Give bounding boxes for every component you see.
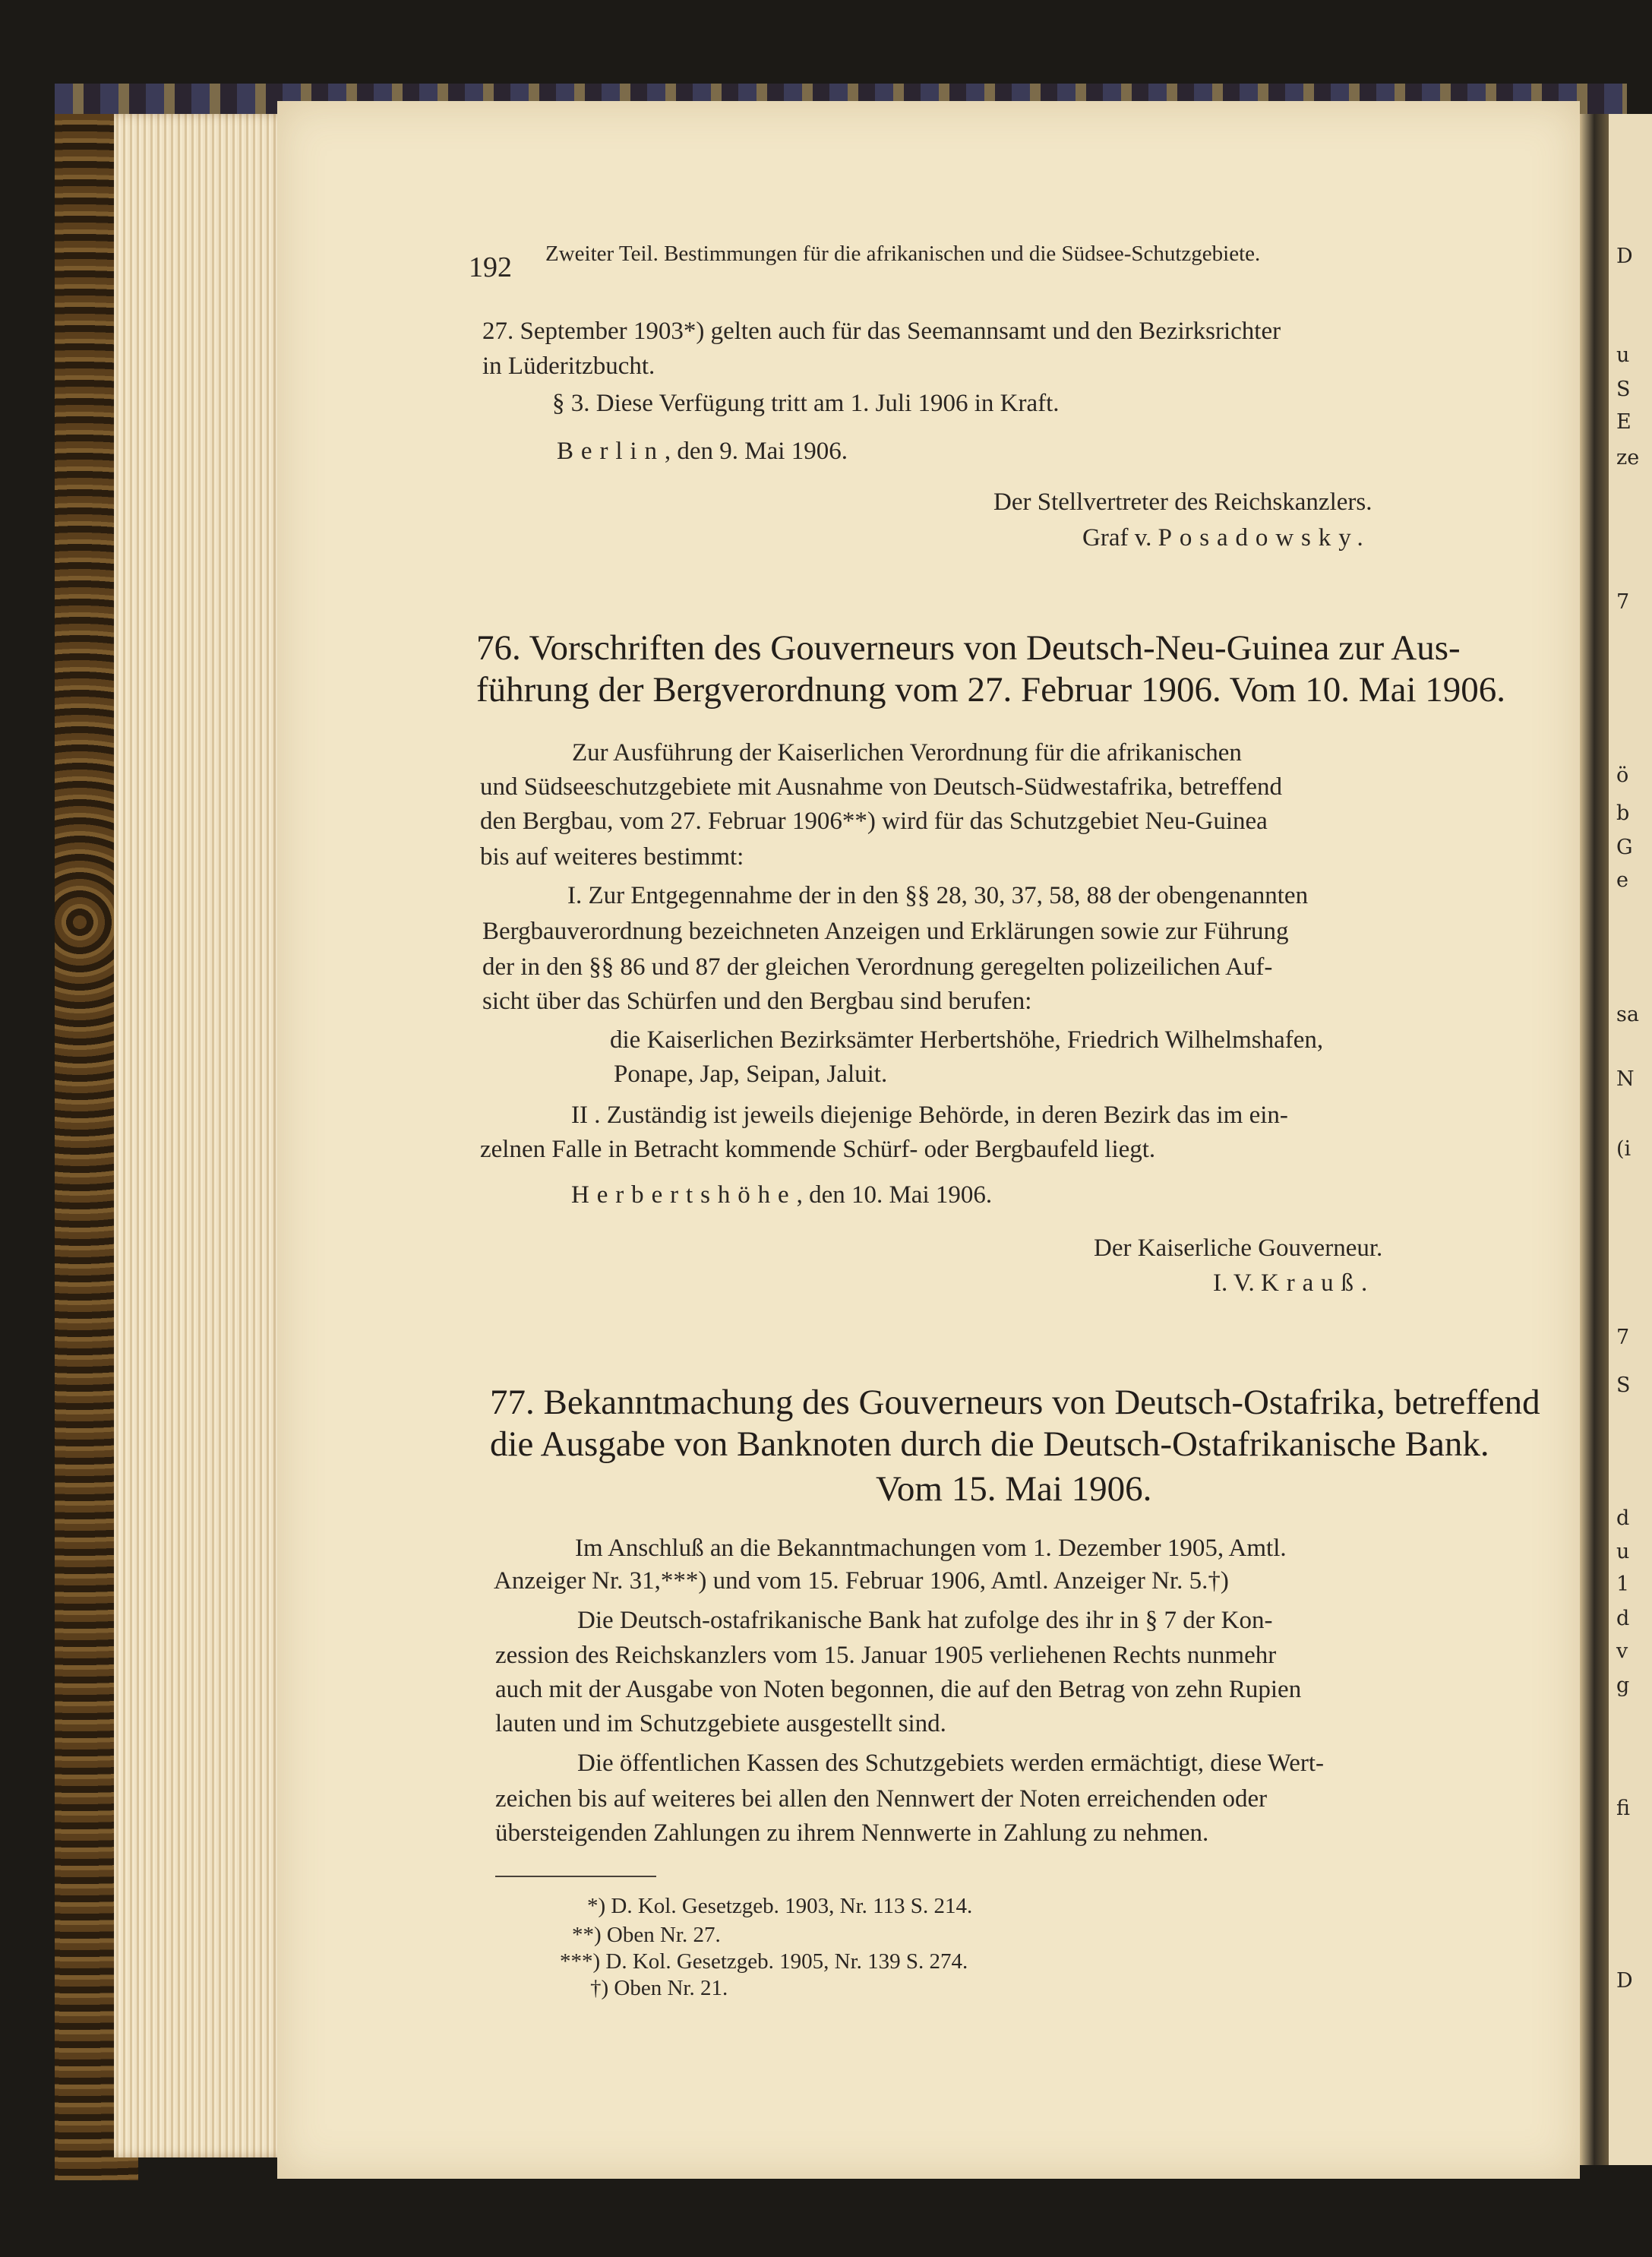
facing-page-letter: 1 (1616, 1573, 1630, 1596)
facing-page-letter: S (1616, 378, 1631, 401)
footnote (572, 1924, 721, 1946)
facing-page-letter: G (1616, 836, 1633, 859)
text-line: zelnen Falle in Betracht kommende Schürf- oder Bergbaufeld liegt. (480, 1136, 1156, 1163)
text-line: II . Zuständig ist jeweils diejenige Behörde, in deren Bezirk das im ein- (571, 1102, 1288, 1129)
facing-page-letter: b (1616, 801, 1630, 825)
text-line: und Südseeschutzgebiete mit Ausnahme von Deutsch-Südwestafrika, betreffend (480, 773, 1283, 801)
signature-surname: Posadowsky. (1158, 524, 1371, 552)
text-line: bis auf weiteres bestimmt: (480, 843, 744, 871)
facing-page-letter: D (1616, 1969, 1633, 1993)
section-heading: 77. Bekanntmachung des Gouverneurs von Deutsch-Ostafrika, betreffend (490, 1383, 1540, 1422)
facing-page-letter: (i (1616, 1137, 1631, 1161)
text-line: Anzeiger Nr. 31,***) und vom 15. Februar 1906, Amtl. Anzeiger Nr. 5.†) (494, 1567, 1229, 1595)
footnote-text: D. Kol. Gesetzgeb. 1903, Nr. 113 S. 214. (611, 1894, 973, 1918)
date-text: , den 9. Mai 1906. (664, 438, 848, 465)
footnote-mark: *) (587, 1894, 606, 1918)
facing-page-letter: ö (1616, 763, 1629, 787)
signature-name (1082, 526, 1371, 551)
facing-page-letter: ze (1616, 446, 1640, 469)
footnote (587, 1895, 972, 1917)
footnote-mark: ***) (560, 1949, 601, 1974)
text-line: den Bergbau, vom 27. Februar 1906**) wird für das Schutzgebiet Neu-Guinea (480, 808, 1268, 835)
place-name: Herbertshöhe (571, 1181, 797, 1209)
footnote-mark: †) (590, 1976, 609, 2000)
text-line: in Lüderitzbucht. (482, 352, 655, 380)
facing-page-letter: 7 (1616, 590, 1630, 614)
text-line: Im Anschluß an die Bekanntmachungen vom 1. Dezember 1905, Amtl. (575, 1535, 1287, 1562)
section-heading: 76. Vorschriften des Gouverneurs von Deutsch-Neu-Guinea zur Aus- (476, 628, 1461, 668)
facing-page-letter: d (1616, 1607, 1630, 1630)
text-line: der in den §§ 86 und 87 der gleichen Verordnung geregelten polizeilichen Auf- (482, 953, 1273, 981)
date-text: , den 10. Mai 1906. (796, 1181, 993, 1209)
facing-page-letter: sa (1616, 1003, 1639, 1026)
book-gutter (1580, 114, 1609, 2165)
facing-page-letter: e (1616, 868, 1628, 892)
text-line: Die Deutsch-ostafrikanische Bank hat zufolge des ihr in § 7 der Kon- (577, 1607, 1273, 1634)
dateline (571, 1183, 992, 1208)
text-line: zession des Reichskanzlers vom 15. Januar 1905 verliehenen Rechts nunmehr (495, 1642, 1277, 1669)
facing-page-letter: 7 (1616, 1326, 1630, 1349)
text-line: die Kaiserlichen Bezirksämter Herbertshöhe, Friedrich Wilhelmshafen, (610, 1026, 1324, 1054)
section-heading: führung der Bergverordnung vom 27. Februar 1906. Vom 10. Mai 1906. (476, 670, 1506, 710)
facing-page-letter: E (1616, 410, 1631, 434)
facing-page-letter: v (1616, 1639, 1628, 1663)
signature-title: Der Kaiserliche Gouverneur. (1094, 1234, 1383, 1262)
facing-page-letter: d (1616, 1506, 1630, 1530)
text-line: § 3. Diese Verfügung tritt am 1. Juli 1906 in Kraft. (552, 390, 1060, 417)
facing-page-letter: g (1616, 1674, 1630, 1697)
text-line: Zur Ausführung der Kaiserlichen Verordnung für die afrikanischen (572, 739, 1242, 767)
page-stack-edge (114, 114, 289, 2157)
dateline (557, 439, 848, 464)
text-line: übersteigenden Zahlungen zu ihrem Nennwerte in Zahlung zu nehmen. (495, 1819, 1209, 1847)
signature-surname: Krauß. (1260, 1269, 1376, 1297)
place-name: Berlin (557, 438, 665, 465)
facing-page-letter: fi (1616, 1797, 1631, 1820)
text-line: Ponape, Jap, Seipan, Jaluit. (614, 1061, 888, 1088)
facing-page-letter: u (1616, 1540, 1630, 1563)
footnote-rule (495, 1876, 656, 1877)
signature-prefix: Graf v. (1082, 524, 1152, 552)
footnote (590, 1977, 728, 1999)
facing-page-letter: N (1616, 1067, 1635, 1091)
text-line: I. Zur Entgegennahme der in den §§ 28, 30, 37, 58, 88 der obengenannten (567, 882, 1309, 909)
signature-title: Der Stellvertreter des Reichskanzlers. (993, 488, 1372, 516)
signature-prefix: I. V. (1213, 1269, 1255, 1297)
running-head: Zweiter Teil. Bestimmungen für die afrikanischen und die Südsee-Schutzgebiete. (545, 242, 1261, 266)
footnote-text: D. Kol. Gesetzgeb. 1905, Nr. 139 S. 274. (605, 1949, 968, 1974)
text-line: Die öffentlichen Kassen des Schutzgebiets werden ermächtigt, diese Wert- (577, 1750, 1325, 1777)
footnote-text: Oben Nr. 21. (614, 1976, 728, 2000)
signature-name (1213, 1271, 1375, 1296)
text-line: Bergbauverordnung bezeichneten Anzeigen und Erklärungen sowie zur Führung (482, 918, 1289, 945)
text-line: sicht über das Schürfen und den Bergbau sind berufen: (482, 988, 1032, 1015)
text-line: auch mit der Ausgabe von Noten begonnen, die auf den Betrag von zehn Rupien (495, 1676, 1302, 1703)
footnote-text: Oben Nr. 27. (606, 1923, 721, 1947)
facing-page-letter: u (1616, 343, 1630, 367)
text-line: lauten und im Schutzgebiete ausgestellt sind. (495, 1710, 946, 1737)
section-heading: die Ausgabe von Banknoten durch die Deutsch-Ostafrikanische Bank. (490, 1424, 1489, 1464)
text-line: 27. September 1903*) gelten auch für das Seemannsamt und den Bezirksrichter (482, 318, 1281, 345)
page-number: 192 (469, 251, 512, 283)
footnote-mark: **) (572, 1923, 602, 1947)
facing-page-letter: D (1616, 245, 1633, 268)
section-heading: Vom 15. Mai 1906. (876, 1469, 1152, 1509)
footnote (560, 1951, 968, 1973)
text-line: zeichen bis auf weiteres bei allen den Nennwert der Noten erreichenden oder (495, 1785, 1268, 1813)
facing-page-letter: S (1616, 1373, 1631, 1397)
